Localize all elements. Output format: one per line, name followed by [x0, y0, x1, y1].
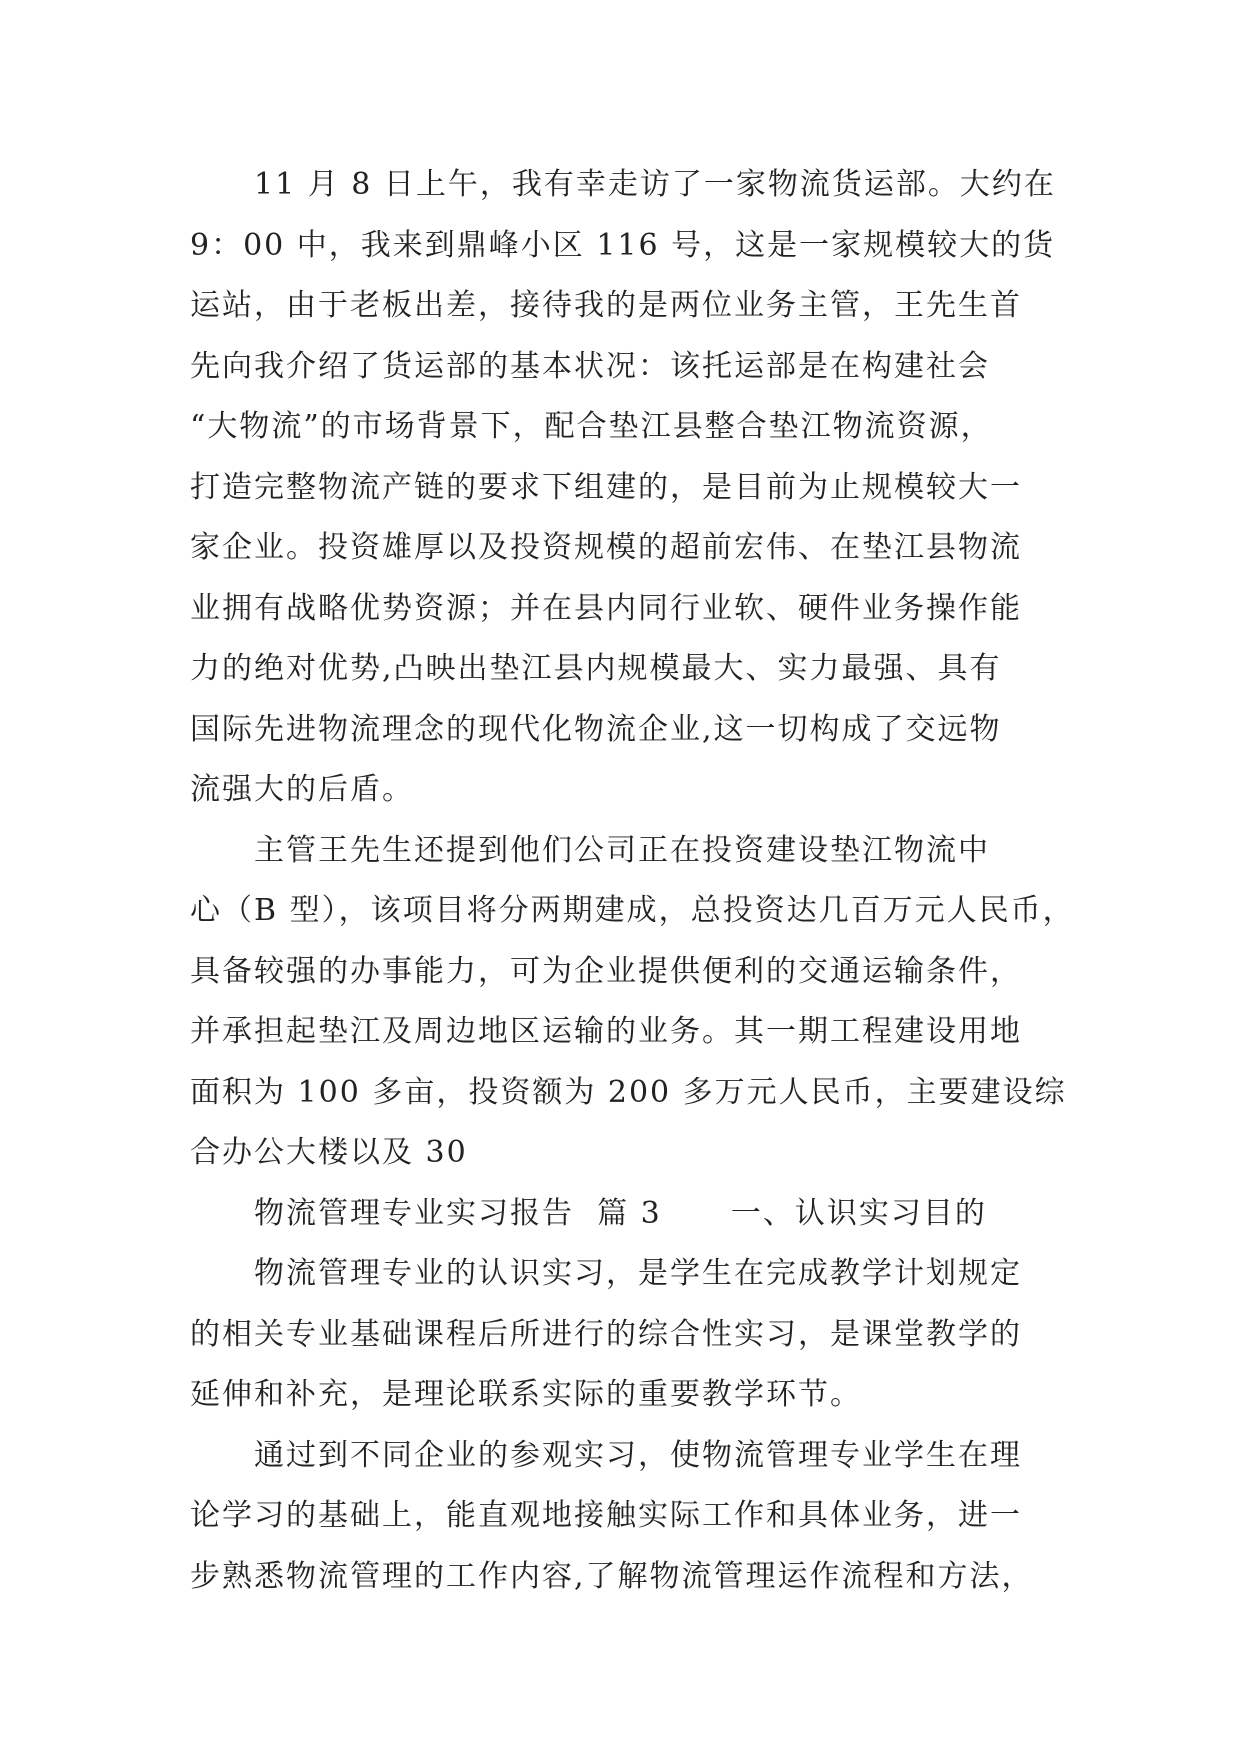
text-line: 打造完整物流产链的要求下组建的，是目前为止规模较大一 [190, 469, 1022, 505]
text-line: 步熟悉物流管理的工作内容,了解物流管理运作流程和方法， [190, 1558, 1034, 1594]
paragraph-visit-intro [190, 155, 1056, 821]
text-line: 9：00 中，我来到鼎峰小区 116 号，这是一家规模较大的货 [190, 227, 1056, 263]
section-heading [190, 1184, 1050, 1245]
text-line: 延伸和补充，是理论联系实际的重要教学环节。 [190, 1377, 862, 1412]
text-line: 并承担起垫江及周边地区运输的业务。其一期工程建设用地 [190, 1014, 1022, 1049]
paragraph-practice-purpose [190, 1244, 1050, 1426]
text-line: 通过到不同企业的参观实习，使物流管理专业学生在理 [254, 1437, 1022, 1473]
text-line: 主管王先生还提到他们公司正在投资建设垫江物流中 [254, 832, 990, 868]
text-line: 面积为 100 多亩，投资额为 200 多万元人民币，主要建设综 [190, 1074, 1067, 1110]
paragraph-practice-visits [190, 1426, 1050, 1608]
text-line: 国际先进物流理念的现代化物流企业,这一切构成了交远物 [190, 711, 1002, 747]
text-line: “大物流”的市场背景下，配合垫江县整合垫江物流资源， [190, 409, 993, 444]
text-line: 流强大的后盾。 [190, 772, 414, 807]
text-line: 物流管理专业的认识实习，是学生在完成教学计划规定 [254, 1256, 1022, 1291]
document-body [190, 155, 1075, 1607]
text-line: 11 月 8 日上午，我有幸走访了一家物流货运部。大约在 [254, 167, 1056, 202]
text-line: 物流管理专业实习报告 篇 3 一、认识实习目的 [254, 1195, 987, 1231]
paragraph-logistics-center [190, 821, 1075, 1184]
text-line: 业拥有战略优势资源；并在县内同行业软、硬件业务操作能 [190, 590, 1022, 626]
text-line: 先向我介绍了货运部的基本状况：该托运部是在构建社会 [190, 348, 990, 384]
text-line: 心（B 型），该项目将分两期建成，总投资达几百万元人民币， [190, 893, 1075, 928]
text-line: 论学习的基础上，能直观地接触实际工作和具体业务，进一 [190, 1498, 1022, 1533]
text-line: 合办公大楼以及 30 [190, 1135, 468, 1170]
text-line: 家企业。投资雄厚以及投资规模的超前宏伟、在垫江县物流 [190, 530, 1022, 565]
text-line: 力的绝对优势,凸映出垫江县内规模最大、实力最强、具有 [190, 651, 1002, 686]
text-line: 运站，由于老板出差，接待我的是两位业务主管，王先生首 [190, 288, 1022, 323]
text-line: 的相关专业基础课程后所进行的综合性实习，是课堂教学的 [190, 1316, 1022, 1352]
text-line: 具备较强的办事能力，可为企业提供便利的交通运输条件， [190, 953, 1022, 989]
